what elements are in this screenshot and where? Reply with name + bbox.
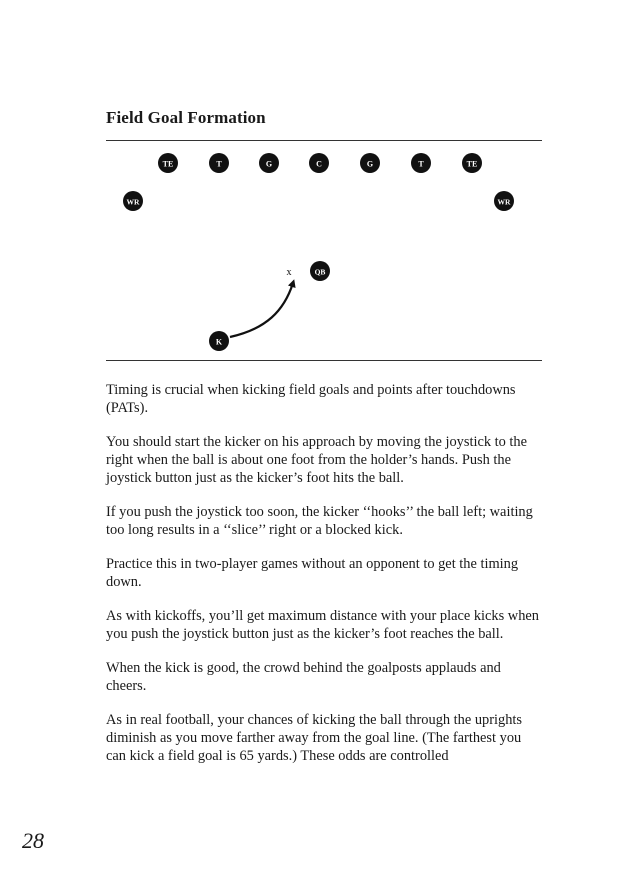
player-wr-left — [123, 191, 143, 211]
paragraph: You should start the kicker on his approach by moving the joystick to the right when the ball is about one foot from the holder’s hands. Push the joystick button just as the kicker’s foot hits the ball. — [106, 434, 528, 486]
formation-svg — [106, 141, 542, 361]
kicker-approach-arrow — [230, 283, 293, 337]
player-label: TE — [162, 159, 174, 169]
player-label: K — [215, 337, 223, 347]
player-line-c — [309, 153, 329, 173]
body-text — [106, 381, 542, 781]
player-label: WR — [126, 197, 140, 207]
player-line-te-left — [158, 153, 178, 173]
player-label: G — [366, 159, 374, 169]
paragraph: If you push the joystick too soon, the kicker ‘‘hooks’’ the ball left; waiting too long results in a ‘‘slice’’ right or a blocked kick. — [106, 504, 533, 538]
player-qb — [310, 261, 330, 281]
formation-diagram — [106, 141, 542, 361]
paragraph: As in real football, your chances of kicking the ball through the uprights diminish as you move farther away from the goal line. (The farthest you can kick a field goal is 65 yards.) These odds are controlled — [106, 712, 523, 764]
paragraph: When the kick is good, the crowd behind the goalposts applauds and cheers. — [106, 660, 501, 694]
player-label: C — [316, 159, 322, 169]
paragraph: As with kickoffs, you’ll get maximum distance with your place kicks when you push the joystick button just as the kicker’s foot reaches the ball. — [106, 608, 539, 642]
player-kicker — [209, 331, 229, 351]
player-wr-right — [494, 191, 514, 211]
player-line-g-left — [259, 153, 279, 173]
player-line-t-left — [209, 153, 229, 173]
paragraph: Practice this in two-player games without an opponent to get the timing down. — [106, 556, 519, 590]
ball-spot-mark: x — [286, 267, 292, 278]
page-number: 28 — [22, 828, 44, 853]
paragraph: Timing is crucial when kicking field goals and points after touchdowns (PATs). — [106, 382, 516, 416]
player-label: QB — [314, 267, 326, 277]
player-label: WR — [497, 197, 511, 207]
player-label: T — [216, 159, 222, 169]
bottom-divider — [106, 360, 542, 361]
player-label: TE — [466, 159, 478, 169]
section-heading: Field Goal Formation — [106, 108, 266, 127]
player-line-t-right — [411, 153, 431, 173]
player-line-g-right — [360, 153, 380, 173]
player-label: T — [418, 159, 424, 169]
player-line-te-right — [462, 153, 482, 173]
player-label: G — [265, 159, 273, 169]
